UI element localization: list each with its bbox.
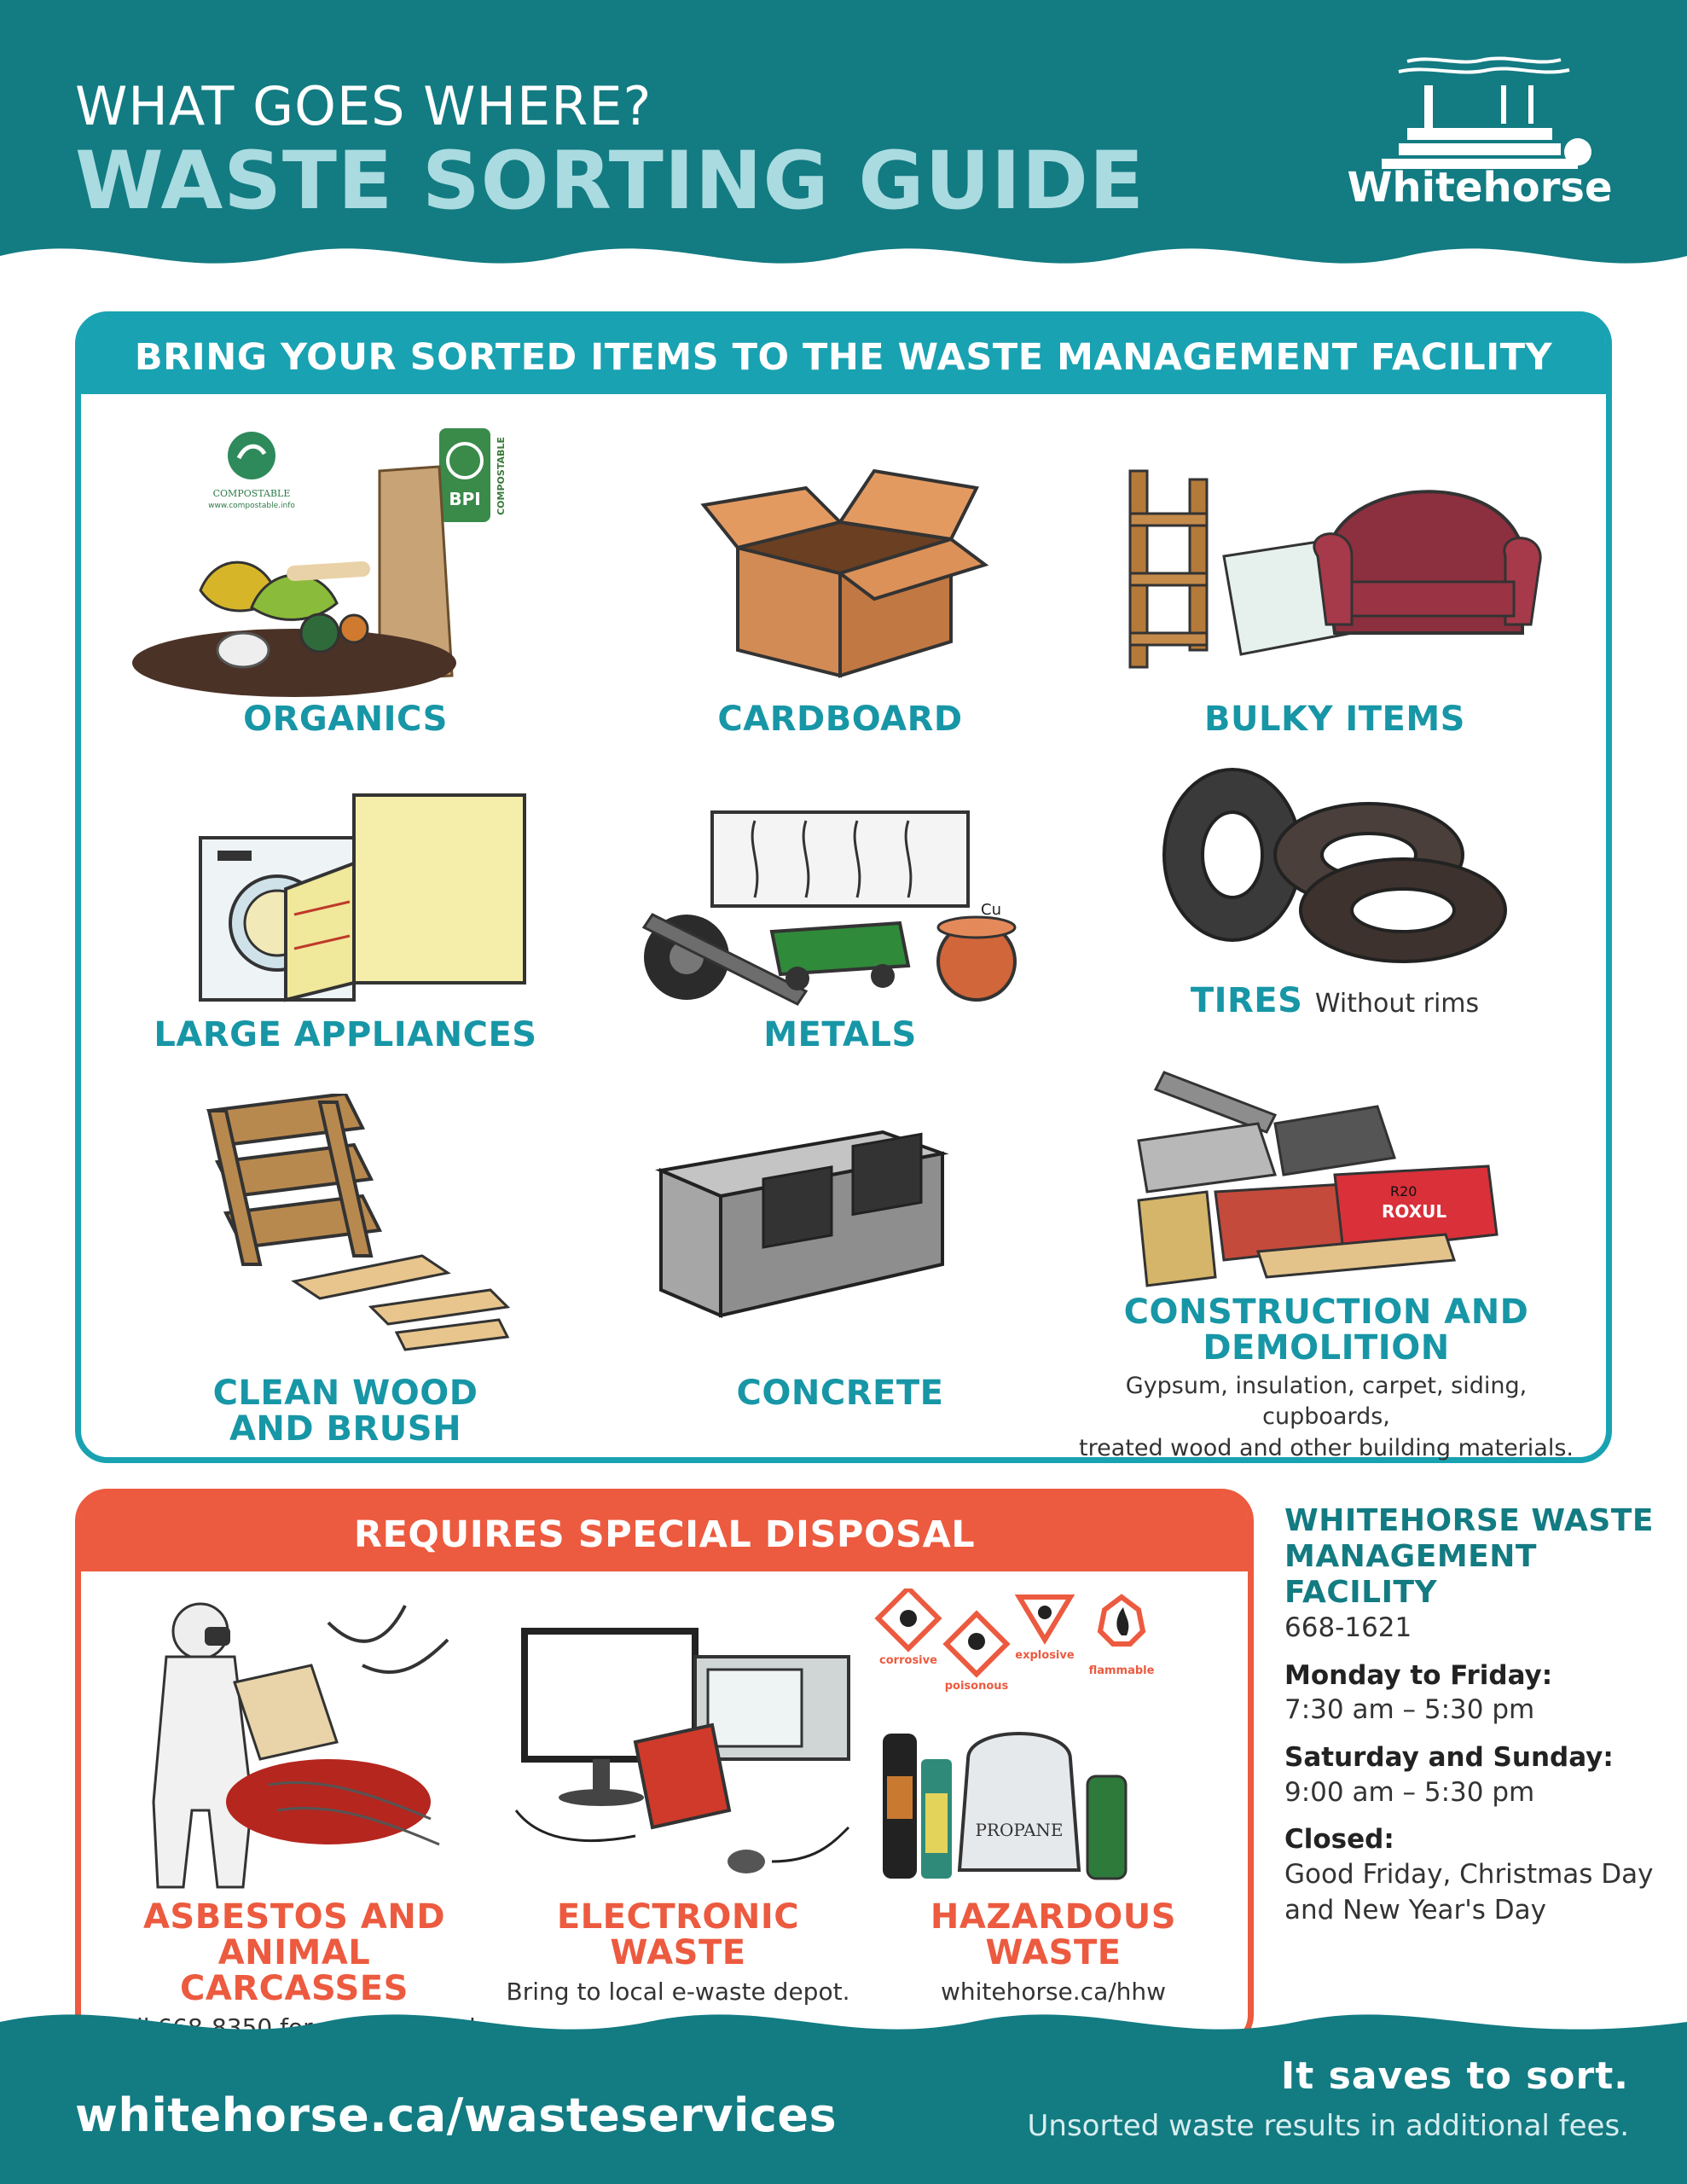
footer-slogan: It saves to sort. — [1280, 2054, 1629, 2098]
asbestos-label-line2: ANIMAL CARCASSES — [180, 1933, 409, 2008]
weekend-label: Saturday and Sunday: — [1284, 1742, 1614, 1774]
clean-wood-label — [98, 1375, 593, 1447]
item-bulky — [1087, 420, 1582, 737]
corrosive-symbol — [878, 1589, 939, 1667]
flammable-symbol-label: flammable — [1088, 1664, 1155, 1677]
poisonous-symbol — [945, 1614, 1009, 1693]
item-clean-wood — [98, 1094, 593, 1447]
construction-label-line2: DEMOLITION — [1203, 1328, 1450, 1368]
page-title: WASTE SORTING GUIDE — [75, 135, 1145, 228]
organics-label: ORGANICS — [243, 700, 448, 739]
tires-note: Without rims — [1314, 989, 1480, 1019]
explosive-symbol — [1015, 1597, 1075, 1662]
compostable-badge — [208, 432, 295, 510]
weekday-hours: 7:30 am – 5:30 pm — [1284, 1694, 1535, 1726]
special-disposal-panel — [75, 1489, 1254, 2048]
footer-note: Unsorted waste results in additional fees. — [1027, 2109, 1629, 2143]
electronic-label-line2: WASTE — [610, 1933, 746, 1972]
asbestos-carcass-illustration — [107, 1589, 482, 1896]
concrete-block-illustration — [618, 1119, 1062, 1375]
bpi-badge — [439, 428, 507, 522]
clean-wood-label-line1: CLEAN WOOD — [212, 1374, 478, 1413]
info-title-line3: FACILITY — [1284, 1575, 1438, 1611]
explosive-symbol-label: explosive — [1015, 1649, 1075, 1662]
construction-demolition-illustration — [1087, 1047, 1565, 1294]
clean-wood-label-line2: AND BRUSH — [229, 1409, 462, 1449]
hazardous-label-line1: HAZARDOUS — [930, 1897, 1177, 1937]
organics-illustration — [124, 420, 567, 701]
item-concrete — [593, 1119, 1087, 1411]
weekend-hours: 9:00 am – 5:30 pm — [1284, 1776, 1535, 1808]
large-appliances-illustration — [115, 778, 576, 1017]
item-large-appliances — [98, 778, 593, 1053]
clean-wood-illustration — [115, 1094, 576, 1375]
hazardous-label-line2: WASTE — [985, 1933, 1122, 1972]
header-wave — [0, 230, 1687, 299]
info-title-line1: WHITEHORSE WASTE — [1284, 1503, 1654, 1538]
tires-label — [1087, 983, 1582, 1019]
logo-wordmark: Whitehorse — [1347, 164, 1613, 212]
compostable-badge-url: www.compostable.info — [208, 502, 295, 510]
electronic-waste-note: Bring to local e-waste depot. — [506, 1978, 850, 2006]
construction-note — [1070, 1371, 1582, 1464]
metals-illustration — [618, 778, 1062, 1017]
cardboard-box-illustration — [618, 420, 1062, 701]
copper-spool-label: Cu — [981, 901, 1001, 919]
propane-tank-label: PROPANE — [975, 1820, 1064, 1840]
corrosive-symbol-label: corrosive — [879, 1654, 937, 1667]
facility-panel — [75, 311, 1612, 1463]
cardboard-label: CARDBOARD — [717, 700, 963, 739]
compostable-badge-text: COMPOSTABLE — [212, 488, 291, 499]
hazardous-waste-note: whitehorse.ca/hhw — [940, 1978, 1167, 2006]
footer-website-link[interactable]: whitehorse.ca/wasteservices — [75, 2088, 838, 2142]
special-heading: REQUIRES SPECIAL DISPOSAL — [353, 1513, 976, 1556]
facility-info-title — [1284, 1503, 1660, 1611]
info-title-line2: MANAGEMENT — [1284, 1539, 1537, 1575]
concrete-label: CONCRETE — [736, 1374, 944, 1413]
bpi-badge-side-text: COMPOSTABLE — [496, 437, 507, 515]
facility-heading: BRING YOUR SORTED ITEMS TO THE WASTE MANAGEMENT FACILITY — [134, 336, 1553, 379]
closed-label: Closed: — [1284, 1824, 1394, 1856]
bulky-items-label: BULKY ITEMS — [1204, 700, 1465, 739]
item-tires — [1087, 761, 1582, 1019]
electronic-label-line1: ELECTRONIC — [556, 1897, 800, 1937]
item-hazardous-waste — [866, 1589, 1241, 2006]
bpi-badge-text: BPI — [449, 489, 481, 509]
item-cardboard — [593, 420, 1087, 737]
poisonous-symbol-label: poisonous — [944, 1680, 1009, 1693]
tires-label-text: TIRES — [1190, 981, 1303, 1020]
large-appliances-label: LARGE APPLIANCES — [154, 1015, 537, 1054]
page-subtitle: WHAT GOES WHERE? — [75, 75, 652, 137]
item-electronic-waste — [490, 1589, 866, 2006]
hazardous-waste-label — [866, 1899, 1241, 1971]
item-asbestos-carcasses — [98, 1589, 490, 2042]
insulation-bag-code: R20 — [1390, 1183, 1417, 1199]
metals-label: METALS — [763, 1015, 917, 1054]
closed-line1: Good Friday, Christmas Day — [1284, 1858, 1654, 1890]
construction-note-line2: treated wood and other building materials. — [1079, 1434, 1574, 1461]
closed-line2: and New Year's Day — [1284, 1894, 1547, 1926]
flammable-symbol — [1089, 1597, 1155, 1677]
item-metals — [593, 778, 1087, 1053]
bulky-items-illustration — [1096, 420, 1574, 701]
construction-label — [1070, 1294, 1582, 1366]
weekday-label: Monday to Friday: — [1284, 1660, 1553, 1692]
asbestos-label-line1: ASBESTOS AND — [142, 1897, 446, 1937]
facility-info — [1284, 1503, 1660, 1928]
electronic-waste-label — [490, 1899, 866, 1971]
insulation-bag-brand: ROXUL — [1382, 1201, 1447, 1222]
item-organics — [98, 420, 593, 737]
hazardous-waste-illustration — [866, 1589, 1241, 1896]
facility-phone: 668-1621 — [1284, 1612, 1412, 1644]
tires-illustration — [1096, 761, 1574, 983]
electronic-waste-illustration — [490, 1589, 866, 1896]
construction-note-line1: Gypsum, insulation, carpet, siding, cupboards, — [1125, 1373, 1528, 1431]
item-construction — [1070, 1047, 1582, 1464]
construction-label-line1: CONSTRUCTION AND — [1123, 1292, 1529, 1332]
